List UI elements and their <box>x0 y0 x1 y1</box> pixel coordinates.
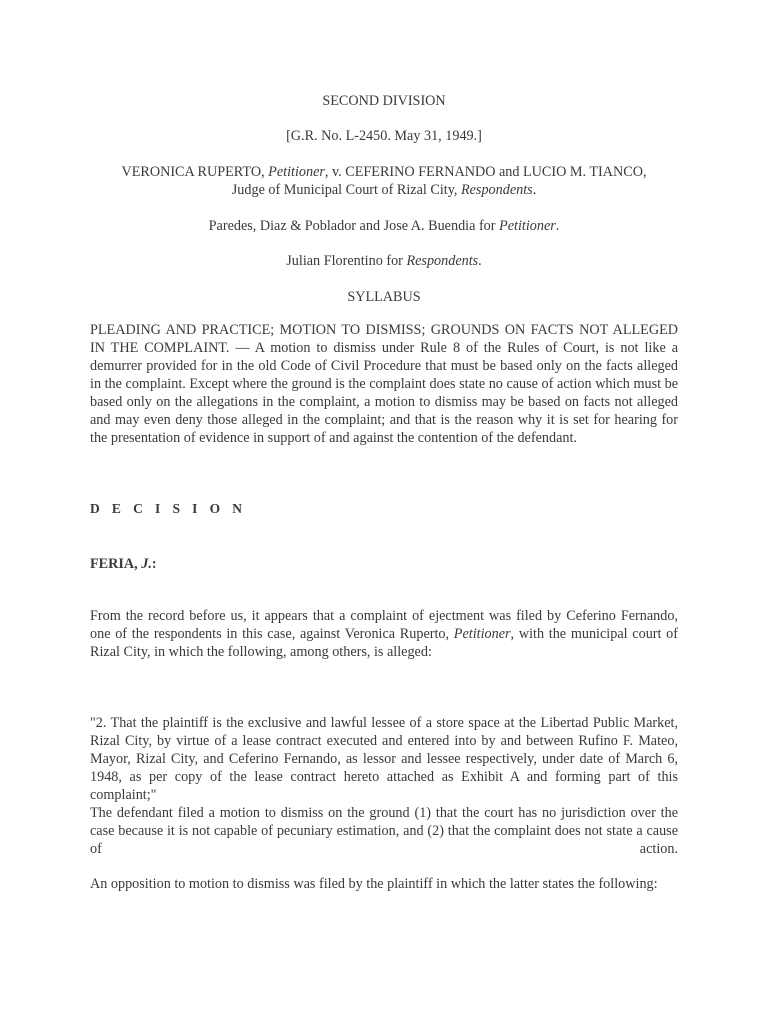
quoted-allegation: "2. That the plaintiff is the exclusive and lawful lessee of a store space at the Libertad Public Market, Rizal City, by virtue of a lease contract executed and entered into by and between Rufino F. Mateo, Mayor, Rizal City, and Ceferino Fernando, as lessor and lessee respectively, under date of March 6, 1948, as per copy of the lease contract hereto attached as Exhibit A and forming part of this complaint;" <box>90 715 678 803</box>
division-heading <box>90 92 678 110</box>
decision-paragraph-2: The defendant filed a motion to dismiss on the ground (1) that the court has no jurisdiction over the case because it is not capable of pecuniary estimation, and (2) that the complaint does not state a cause of action. <box>90 805 678 857</box>
decision-paragraph-3: An opposition to motion to dismiss was filed by the plaintiff in which the latter states the following: <box>90 876 658 892</box>
respondent-role: Respondents <box>460 182 533 198</box>
case-parties: VERONICA RUPERTO, Petitioner, v. CEFERINO FERNANDO and LUCIO M. TIANCO, Judge of Municipal Court of Rizal City, Respondents. <box>121 164 647 198</box>
case-number <box>90 127 678 145</box>
counsel-for-petitioner: Paredes, Diaz & Poblador and Jose A. Buendia for Petitioner. <box>208 218 560 234</box>
case-number-text: [G.R. No. L-2450. May 31, 1949.] <box>286 128 482 144</box>
syllabus-text: PLEADING AND PRACTICE; MOTION TO DISMISS; GROUNDS ON FACTS NOT ALLEGED IN THE COMPLAINT. — A motion to dismiss under Rule 8 of the Rules of Court, is not like a demurrer provided for in the old Code of Civil Procedure that must be based only on the facts alleged in the complaint. Except where the ground is the complaint does state no cause of action which must be based only on the allegations in the complaint, a motion to dismiss may be based on facts not alleged and may even deny those alleged in the complaint; and that is the reason why it is set for hearing for the presentation of evidence in support of and against the contention of the defendant. <box>90 322 678 446</box>
decision-heading: D E C I S I O N <box>90 501 247 516</box>
ponente: FERIA, J.: <box>90 556 157 572</box>
counsel-for-respondents: Julian Florentino for Respondents. <box>286 253 482 269</box>
syllabus-title: SYLLABUS <box>347 289 421 305</box>
division-text: SECOND DIVISION <box>322 93 446 109</box>
decision-paragraph-1: From the record before us, it appears that a complaint of ejectment was filed by Ceferino Fernando, one of the respondents in this case, against Veronica Ruperto, Petitioner, with the municipal court of Rizal City, in which the following, among others, is alleged: <box>90 608 678 660</box>
petitioner-role: Petitioner <box>268 164 325 180</box>
